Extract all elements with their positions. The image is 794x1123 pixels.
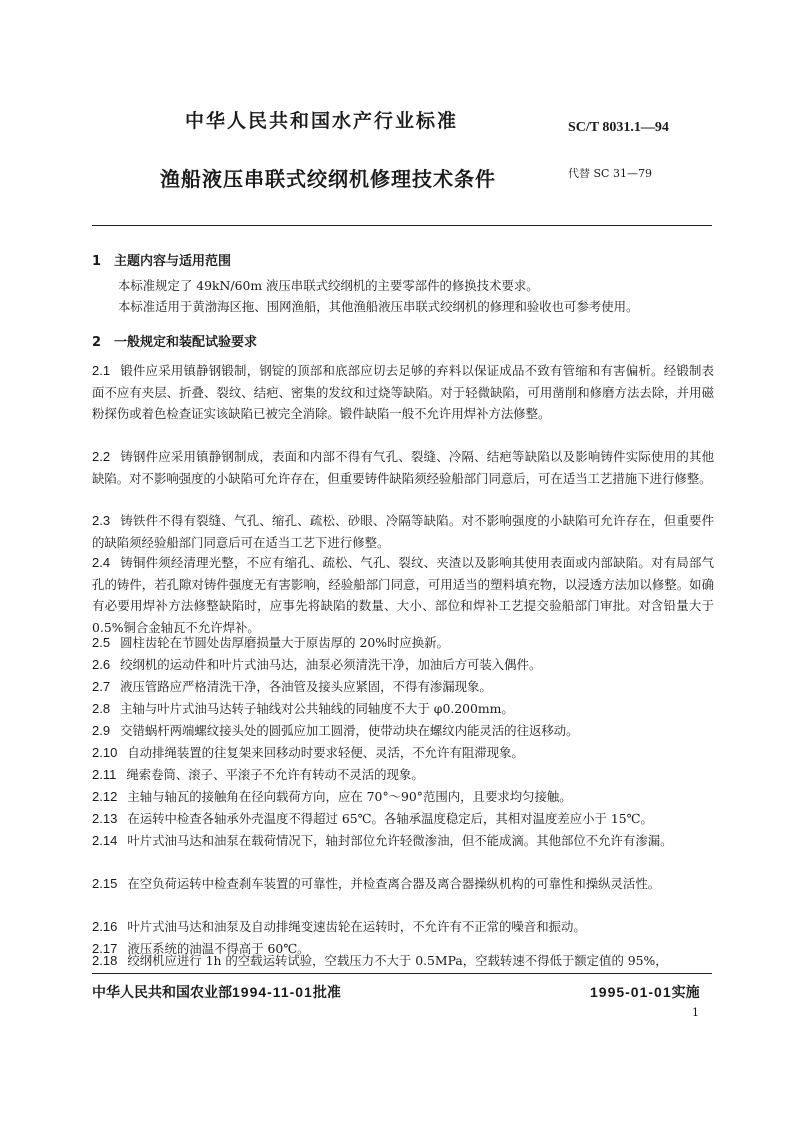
issuer-line (92, 982, 341, 1002)
section-title: 一般规定和装配试验要求 (114, 335, 258, 350)
clause-2-11 (92, 764, 714, 786)
section-title: 主题内容与适用范围 (114, 254, 232, 269)
implementation-date: 1995-01-01 (590, 984, 672, 1000)
clause-number: 2.13 (92, 811, 118, 826)
clause-text: 铸铁件不得有裂缝、气孔、缩孔、疏松、砂眼、冷隔等缺陷。对不影响强度的小缺陷可允许存在，但重要件的缺陷须经验船部门同意后可在适当工艺下进行修整。 (92, 513, 714, 550)
document-title: 渔船液压串联式绞纲机修理技术条件 (160, 167, 496, 191)
clause-2-5 (92, 632, 714, 654)
clause-number: 2.10 (92, 745, 118, 760)
clause-text: 在空负荷运转中检查刹车装置的可靠性，并检查离合器及离合器操纵机构的可靠性和操纵灵活性。 (127, 876, 661, 891)
clause-2-9 (92, 720, 714, 742)
clause-text: 主轴与轴瓦的接触角在径向载荷方向，应在 70°～90°范围内，且要求均匀接触。 (127, 789, 572, 804)
clause-text: 锻件应采用镇静钢锻制，钢锭的顶部和底部应切去足够的弃料以保证成品不致有管缩和有害偏析。经锻制表面不应有夹层、折叠、裂纹、结疤、密集的发纹和过烧等缺陷。对于轻微缺陷，可用凿削和修磨方法去除，并用磁粉探伤或着色检查证实该缺陷已被完全消除。锻件缺陷一般不允许用焊补方法修整。 (92, 363, 714, 421)
clause-2-7 (92, 676, 714, 698)
clause-text: 铸铜件须经清理光整，不应有缩孔、疏松、气孔、裂纹、夹渣以及影响其使用表面或内部缺陷。对有局部气孔的铸件，若孔隙对铸件强度无有害影响，经验船部门同意，可用适当的塑料填充物，以浸透方法加以修整。如确有必要用焊补方法修整缺陷时，应事先将缺陷的数量、大小、部位和焊补工艺提交验船部门审批。对含铅量大于 0.5%铜合金轴瓦不允许焊补。 (92, 555, 714, 635)
clause-2-15 (92, 873, 714, 895)
section-1-heading (92, 250, 231, 269)
clause-text: 在运转中检查各轴承外壳温度不得超过 65℃。各轴承温度稳定后，其相对温度差应小于 15℃。 (127, 811, 653, 826)
clause-number: 2.14 (92, 833, 118, 848)
clause-2-13 (92, 808, 714, 830)
footer-divider (92, 973, 712, 974)
clause-2-4 (92, 552, 714, 638)
section-1-paragraph: 本标准适用于黄渤海区拖、围网渔船，其他渔船液压串联式绞纲机的修理和验收也可参考使用。 (118, 299, 639, 314)
clause-number: 2.7 (92, 679, 111, 694)
section-number: 2 (92, 335, 102, 350)
implementation-label: 实施 (671, 985, 700, 1001)
issued-date: 1994-11-01 (232, 984, 313, 1000)
clause-number: 2.6 (92, 657, 111, 672)
clause-number: 2.11 (92, 767, 117, 782)
clause-number: 2.15 (92, 876, 118, 891)
clause-number: 2.4 (92, 555, 111, 570)
clause-2-1 (92, 360, 714, 425)
clause-number: 2.18 (92, 953, 118, 968)
clause-text: 主轴与叶片式油马达转子轴线对公共轴线的同轴度不大于 φ0.200mm。 (120, 701, 514, 716)
clause-number: 2.8 (92, 701, 111, 716)
clause-number: 2.1 (92, 363, 111, 378)
clause-2-3 (92, 510, 714, 553)
clause-2-10 (92, 742, 714, 764)
clause-text: 液压系统的油温不得高于 60℃。 (127, 941, 310, 956)
section-number: 1 (92, 254, 102, 269)
issued-label: 批准 (312, 985, 341, 1001)
clause-number: 2.16 (92, 919, 118, 934)
clause-text: 叶片式油马达和油泵及自动排绳变速齿轮在运转时，不允许有不正常的噪音和振动。 (127, 919, 586, 934)
issuer-name: 中华人民共和国农业部 (92, 985, 232, 1001)
standard-title: 中华人民共和国水产行业标准 (185, 110, 459, 132)
clause-number: 2.9 (92, 723, 111, 738)
clause-2-18 (92, 950, 714, 972)
section-2-heading (92, 331, 257, 350)
clause-number: 2.2 (92, 449, 111, 464)
clause-text: 绞纲机应进行 1h 的空载运转试验，空载压力不大于 0.5MPa，空载转速不得低于额定值的 95%， (127, 953, 668, 968)
clause-2-2 (92, 446, 714, 489)
clause-2-12 (92, 786, 714, 808)
page-number: 1 (692, 1006, 699, 1019)
standard-code: SC/T 8031.1—94 (568, 120, 669, 135)
header-divider (92, 225, 712, 226)
clause-text: 绳索卷筒、滚子、平滚子不允许有转动不灵活的现象。 (126, 767, 424, 782)
clause-2-6 (92, 654, 714, 676)
clause-text: 绞纲机的运动件和叶片式油马达，油泵必须清洗干净，加油后方可装入偶件。 (120, 657, 542, 672)
clause-number: 2.17 (92, 941, 118, 956)
clause-text: 自动排绳装置的往复架来回移动时要求轻便、灵活，不允许有阻滞现象。 (127, 745, 524, 760)
clause-text: 叶片式油马达和油泵在载荷情况下，轴封部位允许轻微渗油，但不能成滴。其他部位不允许有渗漏。 (127, 833, 673, 848)
clause-number: 2.12 (92, 789, 118, 804)
clause-text: 交错蜗杆两端螺纹接头处的圆弧应加工圆滑，使带动块在螺纹内能灵活的往返移动。 (120, 723, 579, 738)
section-1-paragraph: 本标准规定了 49kN/60m 液压串联式绞纲机的主要零部件的修换技术要求。 (118, 278, 539, 293)
clause-2-16 (92, 916, 714, 938)
clause-number: 2.3 (92, 513, 111, 528)
clause-text: 液压管路应严格清洗干净，各油管及接头应紧固，不得有渗漏现象。 (120, 679, 492, 694)
clause-2-14 (92, 830, 714, 852)
clause-number: 2.5 (92, 635, 111, 650)
implementation-line (590, 982, 700, 1002)
clause-text: 圆柱齿轮在节圆处齿厚磨损量大于原齿厚的 20%时应换新。 (120, 635, 449, 650)
clause-text: 铸钢件应采用镇静钢制成，表面和内部不得有气孔、裂缝、冷隔、结疤等缺陷以及影响铸件实际使用的其他缺陷。对不影响强度的小缺陷可允许存在，但重要铸件缺陷须经验船部门同意后，可在适当工艺措施下进行修整。 (92, 449, 714, 486)
replaces-note: 代替 SC 31—79 (568, 167, 652, 180)
clause-2-8 (92, 698, 714, 720)
